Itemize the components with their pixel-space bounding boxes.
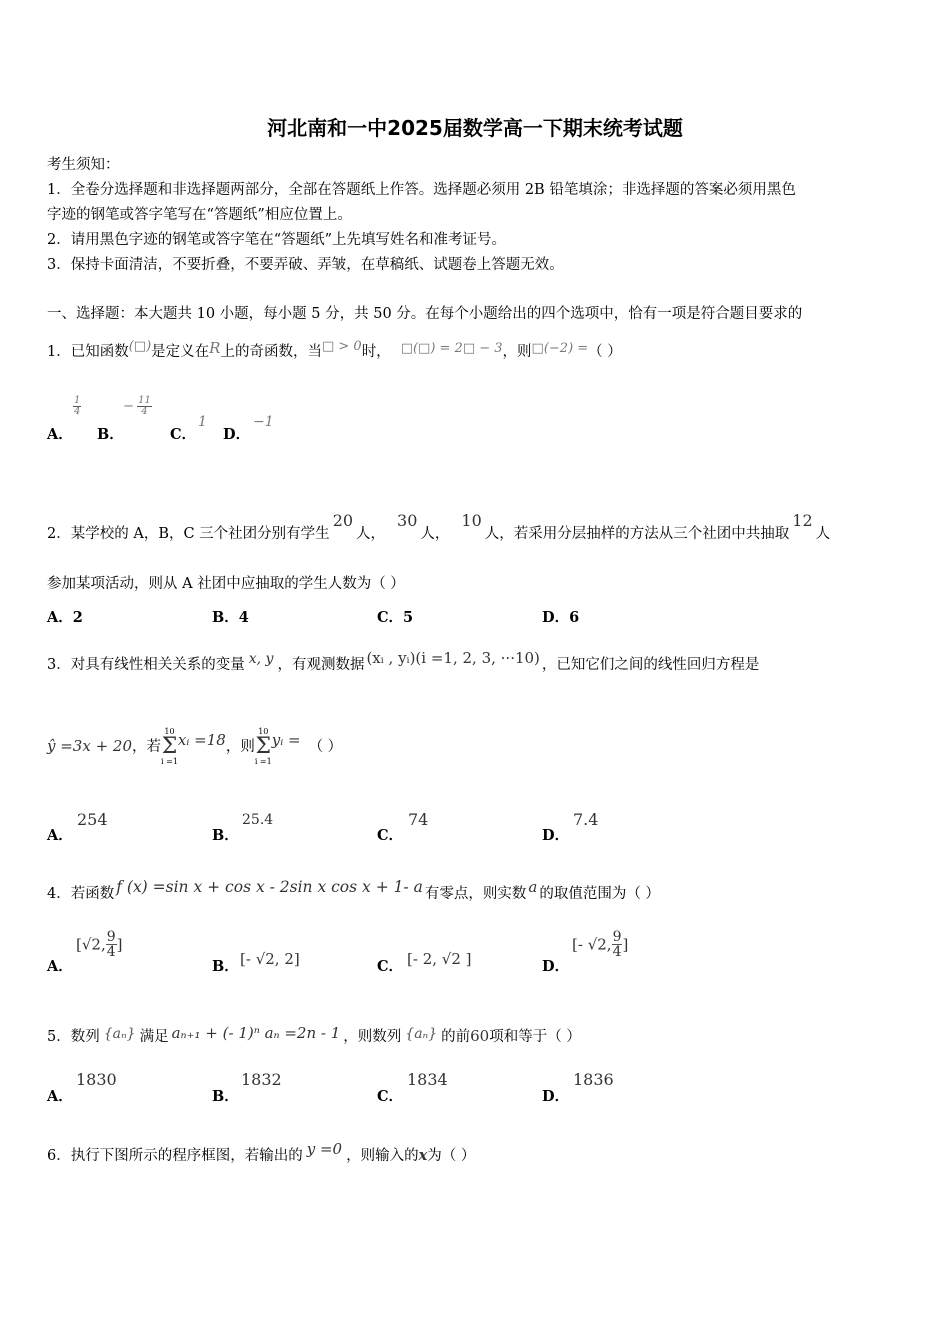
q4-option-a-suffix: ] — [116, 935, 123, 954]
q3-sum-y-upper: 10 — [258, 727, 269, 736]
q4-option-a-prefix: [√2, — [76, 935, 106, 954]
q1-condition: □ > 0 — [321, 339, 362, 354]
q3-sum-x-upper: 10 — [164, 727, 175, 736]
question-6 — [47, 1140, 476, 1165]
q5-number: 5． — [47, 1029, 71, 1045]
q2-option-a-label: A． — [47, 609, 73, 626]
q2-text-1: 某学校的 A，B，C 三个社团分别有学生 — [70, 526, 330, 542]
q1-text-3: 上的奇函数，当 — [220, 344, 322, 360]
q2-option-c — [377, 606, 413, 627]
q1-expression: □(□) = 2□ − 3 — [400, 341, 503, 356]
q5-option-a-label: A． — [47, 1088, 73, 1105]
q5-sequence: {aₙ} — [103, 1026, 136, 1042]
q3-regression-equation: ŷ =3x + 20 — [47, 737, 133, 755]
q4-option-d-suffix: ] — [622, 935, 629, 954]
q2-option-a-value: 2 — [72, 609, 83, 626]
q3-line-2 — [47, 728, 342, 766]
sigma-icon: Σ — [161, 734, 178, 759]
q5-option-c-label: C． — [377, 1088, 404, 1105]
q3-data: (xᵢ , yᵢ)(i =1, 2, 3, ···10) — [366, 649, 540, 667]
q5-text-3: ，则数列 — [343, 1029, 402, 1045]
q1-text-4: 时， — [361, 344, 391, 360]
q1-option-b-sign: − — [123, 399, 134, 414]
q3-sum-x-symbol — [161, 728, 178, 766]
q4-text-1: 若函数 — [70, 886, 115, 902]
q6-text-3: 为（ ） — [427, 1148, 476, 1164]
q4-option-d-numerator: 9 — [612, 929, 622, 945]
q1-option-d-label: D． — [223, 426, 251, 443]
q1-option-a-value — [73, 396, 81, 417]
q4-option-c-label: C． — [377, 958, 404, 975]
q4-option-b-value: [- √2, 2] — [240, 950, 300, 968]
q5-option-b-label: B． — [212, 1088, 239, 1105]
q5-option-d-value: 1836 — [573, 1070, 614, 1089]
question-1 — [47, 340, 622, 361]
q2-option-b — [212, 606, 249, 627]
q2-count-2: 30 — [397, 511, 418, 530]
question-3 — [47, 649, 760, 674]
q2-text-2: 人， — [356, 526, 386, 542]
q1-option-b-denominator: 4 — [141, 406, 148, 417]
q4-option-d-denominator: 4 — [612, 944, 622, 960]
q6-variable-x: x — [418, 1147, 428, 1164]
q3-text-3: ，已知它们之间的线性回归方程是 — [541, 657, 760, 673]
q3-number: 3． — [47, 657, 71, 673]
question-4 — [47, 878, 660, 903]
q2-count-3: 10 — [461, 511, 482, 530]
notice-item-1-line-1: 1．全卷分选择题和非选择题两部分，全部在答题纸上作答。选择题必须用 2B 铅笔填涂；非选择题的答案必须用黑色 — [47, 182, 796, 198]
q4-option-a-value — [76, 930, 123, 959]
q5-text-1: 数列 — [70, 1029, 100, 1045]
q4-text-3: 的取值范围为（ ） — [539, 886, 660, 902]
q5-option-b-value: 1832 — [241, 1070, 282, 1089]
q1-option-b-numerator: 11 — [138, 395, 151, 406]
q1-option-a-denominator: 4 — [74, 406, 81, 417]
q2-option-d — [542, 606, 579, 627]
q1-option-c-label: C． — [170, 426, 197, 443]
q3-option-b-value: 25.4 — [242, 812, 274, 828]
question-2 — [47, 511, 831, 543]
q5-option-c-value: 1834 — [407, 1070, 448, 1089]
q4-text-2: 有零点，则实数 — [424, 886, 527, 902]
q6-number: 6． — [47, 1148, 71, 1164]
q6-text-2: ，则输入的 — [346, 1148, 419, 1164]
q2-text-3: 人， — [420, 526, 450, 542]
q4-option-d-label: D． — [542, 958, 570, 975]
q2-option-b-value: 4 — [238, 609, 249, 626]
q3-option-d-value: 7.4 — [573, 810, 599, 829]
page-title: 河北南和一中2025届数学高一下期末统考试题 — [267, 116, 683, 140]
q4-option-d-prefix: [- √2, — [572, 935, 612, 954]
q1-text-6: （ ） — [588, 344, 622, 360]
q3-option-d-label: D． — [542, 827, 570, 844]
q1-option-d-value: −1 — [253, 414, 274, 430]
q3-variables: x, y — [248, 651, 274, 667]
q4-option-c-value: [- 2, √2 ] — [407, 950, 472, 968]
q4-option-b-label: B． — [212, 958, 239, 975]
q2-option-b-label: B． — [212, 609, 239, 626]
q2-option-d-label: D． — [542, 609, 570, 626]
q3-text-5: ，则 — [225, 739, 255, 755]
q6-output: y =0 — [306, 1140, 343, 1158]
q5-relation: aₙ₊₁ + (- 1)ⁿ aₙ =2n - 1 — [171, 1024, 341, 1042]
notice-heading: 考生须知： — [47, 157, 120, 173]
q3-option-c-label: C． — [377, 827, 404, 844]
question-5 — [47, 1025, 581, 1046]
q5-text-2: 满足 — [139, 1029, 169, 1045]
q3-sum-x-lower: i =1 — [161, 757, 178, 766]
q2-text-4: 人，若采用分层抽样的方法从三个社团中共抽取 — [484, 526, 790, 542]
q3-text-4: ，若 — [132, 739, 162, 755]
q2-option-c-value: 5 — [403, 609, 414, 626]
q3-text-6: （ ） — [308, 739, 343, 755]
q3-sum-x: xᵢ =18 — [177, 731, 226, 749]
q2-line-2: 参加某项活动，则从 A 社团中应抽取的学生人数为（ ） — [47, 576, 405, 592]
q4-variable-a: a — [528, 878, 538, 896]
q3-text-1: 对具有线性相关关系的变量 — [70, 657, 245, 673]
q4-option-a-label: A． — [47, 958, 73, 975]
q4-option-a-denominator: 4 — [106, 944, 116, 960]
sigma-icon: Σ — [255, 734, 272, 759]
q1-option-b-label: B． — [97, 426, 124, 443]
q1-number: 1． — [47, 344, 71, 360]
q2-count-1: 20 — [332, 511, 354, 530]
q3-option-a-label: A． — [47, 827, 73, 844]
notice-item-3: 3．保持卡面清洁，不要折叠，不要弄破、弄皱，在草稿纸、试题卷上答题无效。 — [47, 257, 564, 273]
q3-option-c-value: 74 — [408, 810, 429, 829]
q1-option-a-label: A． — [47, 426, 73, 443]
q3-sum-y: yᵢ = — [271, 731, 301, 749]
q4-function: f (x) =sin x + cos x - 2sin x cos x + 1- a — [116, 878, 423, 896]
q3-sum-y-lower: i =1 — [254, 757, 272, 766]
q5-count: 60 — [470, 1027, 490, 1045]
notice-item-1-line-2: 字迹的钢笔或答字笔写在“答题纸”相应位置上。 — [47, 207, 352, 223]
q2-number: 2． — [47, 526, 71, 542]
q4-option-a-numerator: 9 — [106, 929, 116, 945]
q2-option-d-value: 6 — [569, 609, 580, 626]
q1-function: (□) — [128, 339, 152, 354]
q3-text-2: ，有观测数据 — [277, 657, 365, 673]
q1-option-b-value — [123, 396, 152, 417]
notice-item-2: 2．请用黑色字迹的钢笔或答字笔在“答题纸”上先填写姓名和准考证号。 — [47, 232, 507, 248]
q2-option-a — [47, 606, 83, 627]
q3-option-b-label: B． — [212, 827, 239, 844]
q1-text-2: 是定义在 — [151, 344, 210, 360]
q1-option-a-numerator: 1 — [74, 395, 81, 406]
q1-domain-R: R — [209, 339, 221, 357]
q2-text-5: 人 — [815, 526, 831, 542]
q3-sum-y-symbol — [255, 728, 272, 766]
q5-option-a-value: 1830 — [76, 1070, 117, 1089]
q5-sequence-2: {aₙ} — [405, 1026, 438, 1042]
q5-option-d-label: D． — [542, 1088, 570, 1105]
q3-option-a-value: 254 — [77, 810, 108, 829]
q4-number: 4． — [47, 886, 71, 902]
q1-ask: □(−2) = — [531, 341, 589, 356]
q6-text-1: 执行下图所示的程序框图，若输出的 — [70, 1148, 303, 1164]
q5-text-5: 项和等于（ ） — [489, 1029, 581, 1045]
q2-count-4: 12 — [792, 511, 813, 530]
q1-text-5: ，则 — [502, 344, 532, 360]
q1-text-1: 已知函数 — [70, 344, 129, 360]
q4-option-d-value — [572, 930, 628, 959]
q5-text-4: 的前 — [441, 1029, 471, 1045]
q1-option-c-value: 1 — [198, 414, 207, 430]
q2-option-c-label: C． — [377, 609, 404, 626]
section-heading: 一、选择题：本大题共 10 小题，每小题 5 分，共 50 分。在每个小题给出的四个选项中，恰有一项是符合题目要求的 — [47, 306, 803, 322]
